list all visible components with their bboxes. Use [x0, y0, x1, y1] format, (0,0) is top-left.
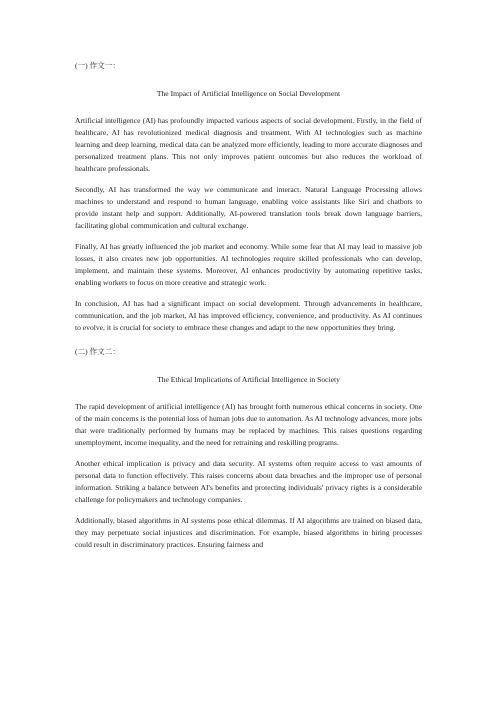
essay-1-label: (一) 作文一： [75, 61, 120, 70]
essay-2-paragraph-2: Another ethical implication is privacy and data security. AI systems often require access to vast amounts of personal data to function effectively. This raises concerns about data breaches and the improper use of personal information. Striking a balance between AI's benefits and protecting individuals' privacy rights is a considerable challenge for policymakers and technology companies. [75, 459, 422, 504]
essay-1-paragraph-3: Finally, AI has greatly influenced the job market and economy. While some fear that AI may lead to massive job losses, it also creates new job opportunities. AI technologies require skilled professionals who can develop, implement, and maintain these systems. Moreover, AI enhances productivity by automating repetitive tasks, enabling workers to focus on more creative and strategic work. [75, 242, 422, 287]
essay-2-title: The Ethical Implications of Artificial Intelligence in Society [157, 375, 340, 384]
essay-2-label: (二) 作文二： [75, 347, 120, 356]
essay-2-paragraph-1: The rapid development of artificial intelligence (AI) has brought forth numerous ethical concerns in society. One of the main concerns is the potential loss of human jobs due to automation. As AI technology advances, more jobs that were traditionally performed by humans may be replaced by machines. This raises questions regarding unemployment, income inequality, and the need for retraining and reskilling programs. [75, 402, 422, 447]
essay-1-paragraph-1: Artificial intelligence (AI) has profoundly impacted various aspects of social development. Firstly, in the field of healthcare, AI has revolutionized medical diagnosis and treatment. With AI technologies such as machine learning and deep learning, medical data can be analyzed more efficiently, leading to more accurate diagnoses and personalized treatment plans. This not only improves patient outcomes but also reduces the workload of healthcare professionals. [75, 116, 422, 173]
essay-2-paragraph-3: Additionally, biased algorithms in AI systems pose ethical dilemmas. If AI algorithms are trained on biased data, they may perpetuate social injustices and discrimination. For example, biased algorithms in hiring processes could result in discriminatory practices. Ensuring fairness and [75, 516, 422, 549]
essay-1-paragraph-4: In conclusion, AI has had a significant impact on social development. Through advancements in healthcare, communication, and the job market, AI has improved efficiency, convenience, and productivity. As AI continues to evolve, it is crucial for society to embrace these changes and adapt to the new opportunities they bring. [75, 299, 422, 332]
essay-1-paragraph-2: Secondly, AI has transformed the way we communicate and interact. Natural Language Processing allows machines to understand and respond to human language, enabling voice assistants like Siri and chatbots to provide instant help and support. Additionally, AI-powered translation tools break down language barriers, facilitating global communication and cultural exchange. [75, 185, 422, 230]
document-content [75, 60, 422, 560]
essay-1-title: The Impact of Artificial Intelligence on Social Development [156, 89, 341, 98]
